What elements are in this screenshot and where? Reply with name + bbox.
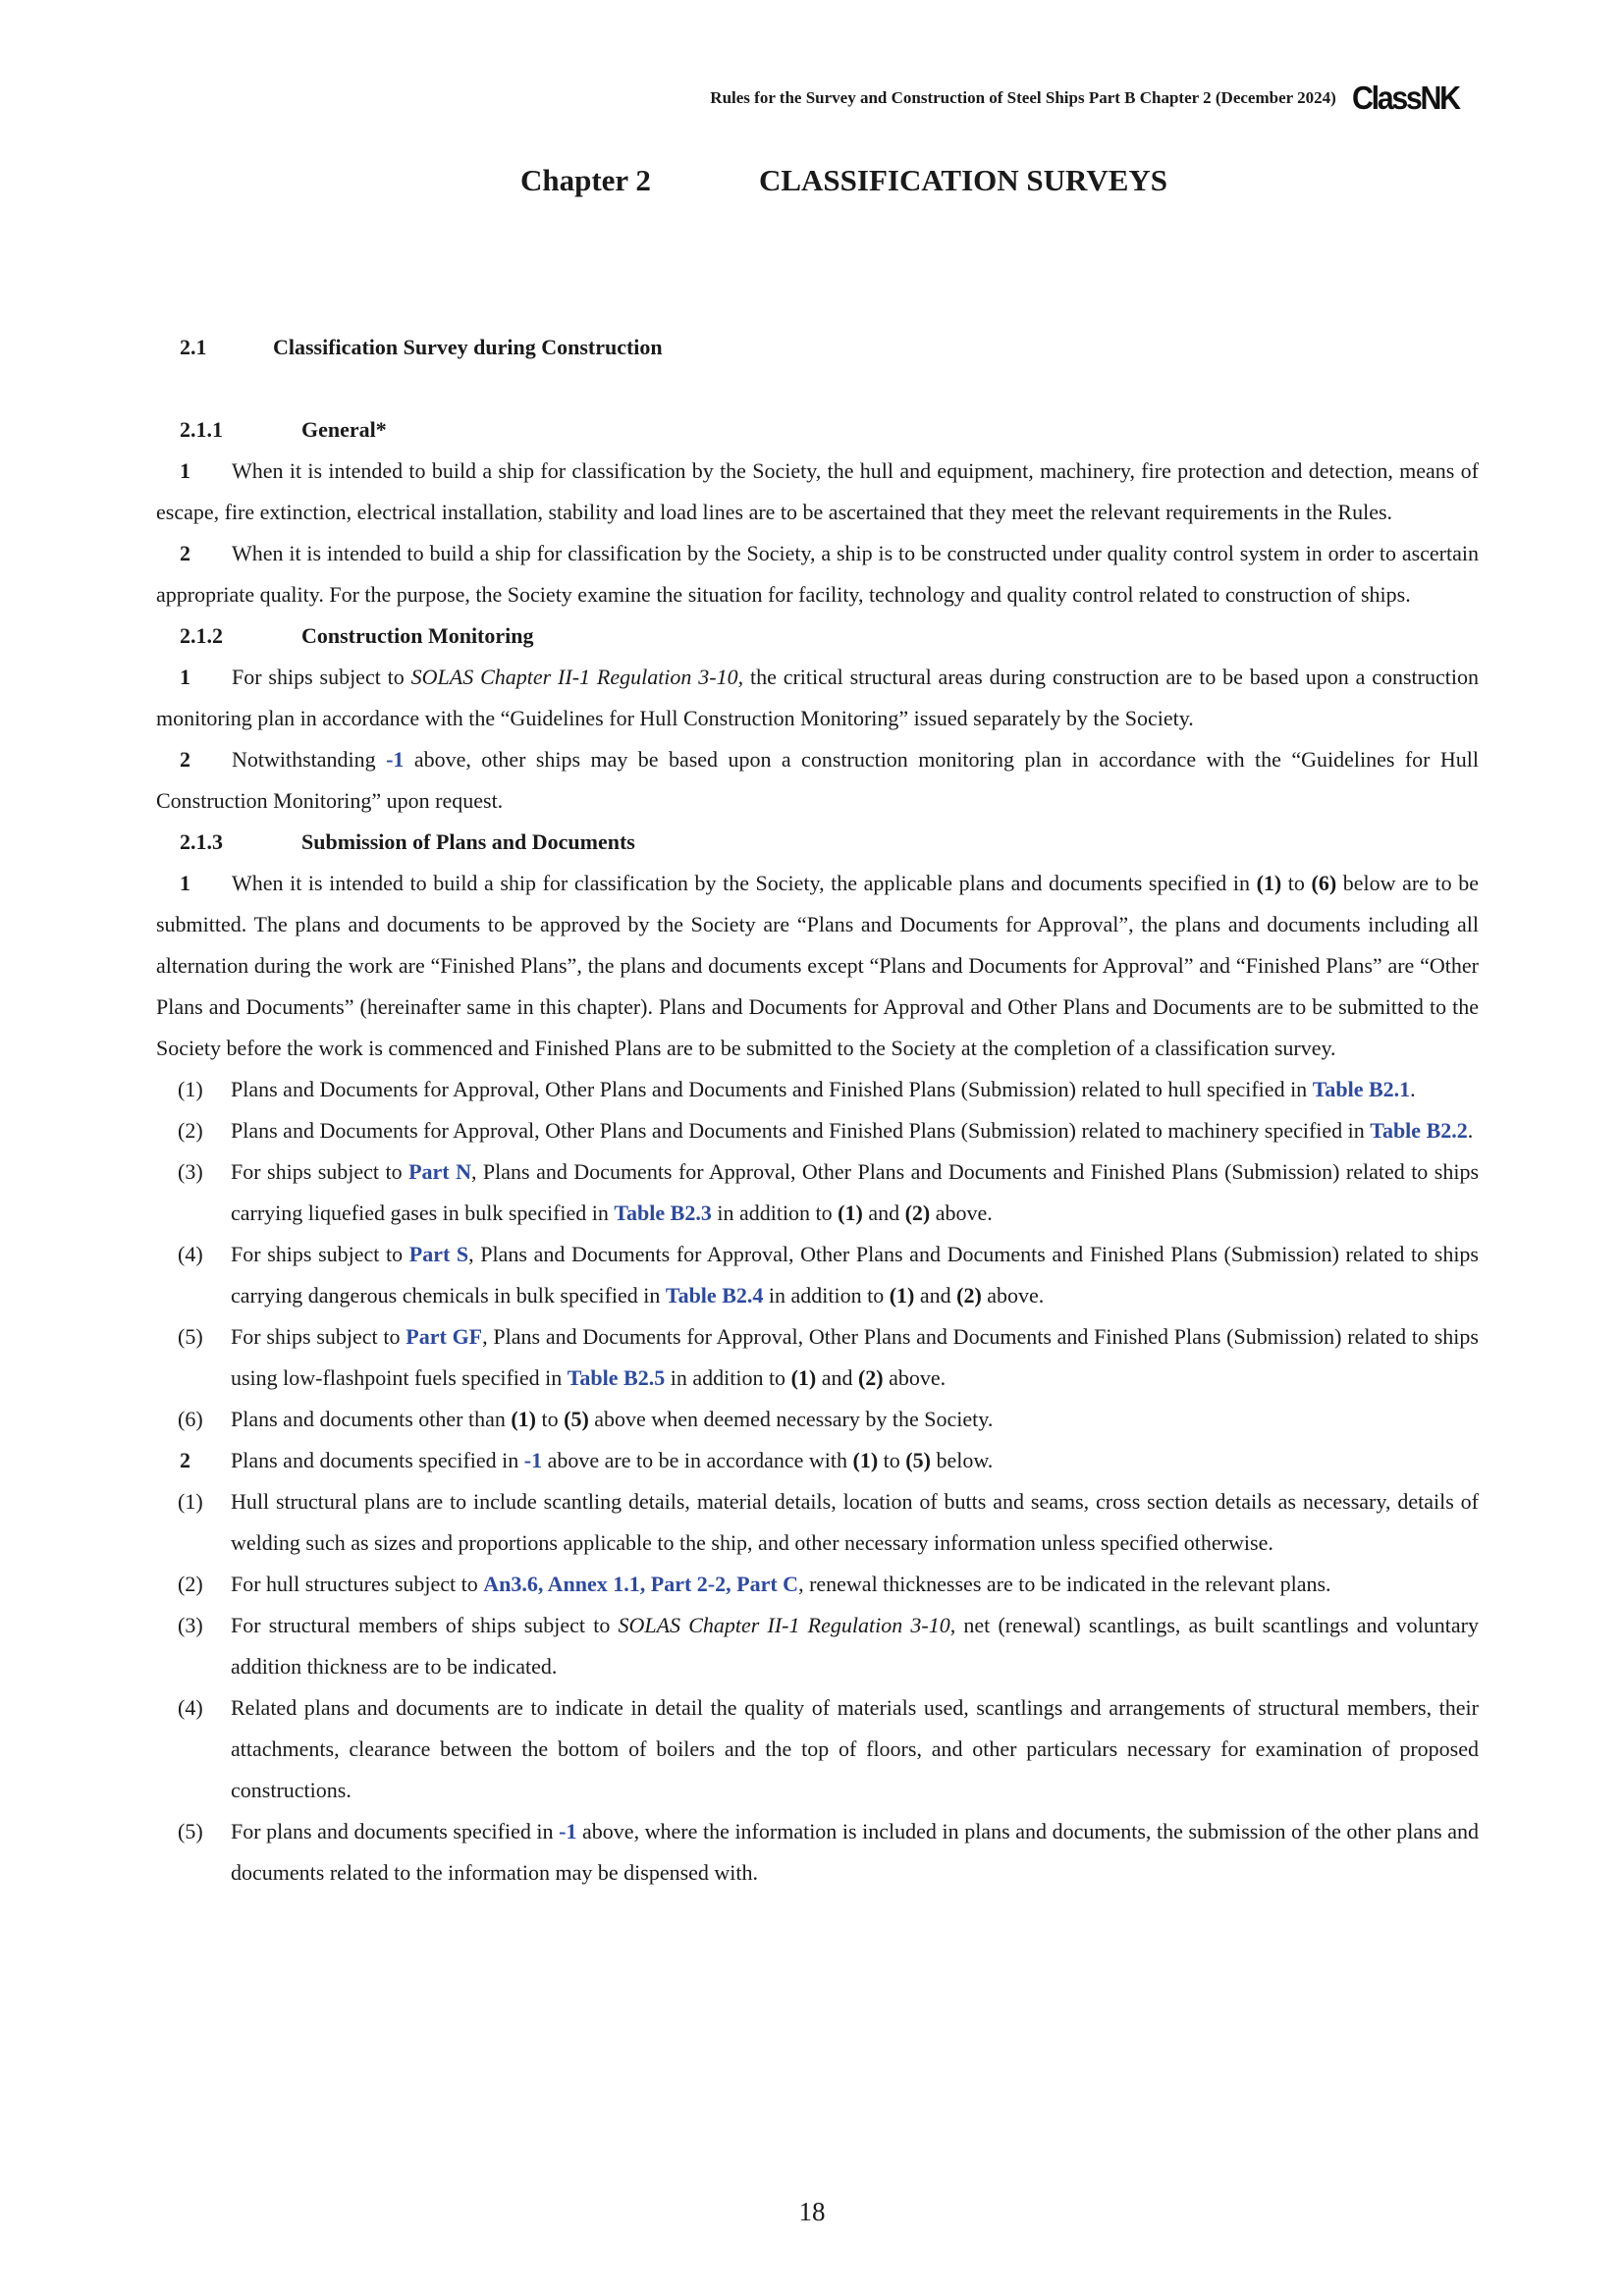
list-item	[156, 1316, 1479, 1399]
item-number: (3)	[178, 1159, 203, 1184]
text-run: and	[914, 1283, 957, 1308]
item-reference: (6)	[1311, 871, 1337, 895]
paragraph-2-1-2-2	[156, 739, 1479, 822]
list-item	[156, 1399, 1479, 1440]
subsection-title: Submission of Plans and Documents	[301, 829, 635, 854]
subsection-number: 2.1.1	[180, 417, 223, 442]
text-run: above.	[883, 1365, 947, 1390]
section-heading	[156, 327, 1479, 368]
text-run: For ships subject to	[231, 1242, 409, 1266]
subsection-heading-2-1-3	[156, 822, 1479, 863]
paragraph-number: 2	[180, 747, 190, 772]
item-text: Hull structural plans are to include scantling details, material details, location of butts and seams, cross section details as necessary, details of welding such as sizes and proportions applicable to the ship, and other necessary information unless specified otherwise.	[231, 1489, 1479, 1555]
part-link[interactable]: Part S	[408, 1242, 469, 1266]
running-title: Rules for the Survey and Construction of Steel Ships Part B Chapter 2 (December 2024)	[710, 88, 1336, 107]
text-run: to	[878, 1448, 906, 1472]
solas-reference: SOLAS Chapter II-1 Regulation 3-10,	[410, 665, 744, 689]
paragraph-2-1-1-2	[156, 533, 1479, 615]
text-run: in addition to	[711, 1201, 839, 1225]
item-number: (4)	[178, 1242, 203, 1266]
paragraph-number: 1	[180, 871, 190, 895]
paragraph-text: When it is intended to build a ship for classification by the Society, the hull and equipment, machinery, fire protection and detection, means of escape, fire extinction, electrical installation, stability and load lines are to be ascertained that they meet the relevant requirements in the Rules.	[156, 458, 1479, 524]
text-run: in addition to	[763, 1283, 890, 1308]
text-run: in addition to	[665, 1365, 791, 1390]
text-run: For structural members of ships subject to	[231, 1613, 619, 1637]
text-run: For ships subject to	[232, 665, 411, 689]
table-link[interactable]: Table B2.5	[567, 1365, 666, 1390]
item-reference: (1)	[790, 1365, 817, 1390]
item-reference: (1)	[1256, 871, 1282, 895]
item-reference: (5)	[905, 1448, 931, 1472]
item-number: (5)	[178, 1324, 203, 1349]
item-text: Related plans and documents are to indicate in detail the quality of materials used, scantlings and arrangements of structural members, their attachments, clearance between the bottom of boilers and the top of floors, and other particulars necessary for examination of proposed constructions.	[231, 1695, 1479, 1802]
list-item	[156, 1605, 1479, 1687]
paragraph-2-1-2-1	[156, 657, 1479, 739]
solas-reference: SOLAS Chapter II-1 Regulation 3-10	[618, 1613, 950, 1637]
list-item	[156, 1151, 1479, 1234]
paragraph-link[interactable]: -1	[386, 747, 405, 772]
paragraph-link[interactable]: -1	[559, 1819, 577, 1843]
paragraph-number: 2	[180, 1448, 190, 1472]
classnk-logo: ClassNK	[1351, 80, 1459, 116]
text-run: below are to be submitted. The plans and documents to be approved by the Society are “Plans and Documents for Approval”, the plans and documents including all alternation during the work are “Finished Plans”, the plans and documents except “Plans and Documents for Approval” and “Finished Plans” are “Other Plans and Documents” (hereinafter same in this chapter). Plans and Documents for Approval and Other Plans and Documents are to be submitted to the Society before the work is commenced and Finished Plans are to be submitted to the Society at the completion of a classification survey.	[156, 871, 1479, 1060]
chapter-number: Chapter 2	[519, 163, 651, 197]
annex-link[interactable]: An3.6, Annex 1.1, Part 2-2, Part C	[483, 1572, 799, 1596]
text-run: For ships subject to	[231, 1159, 409, 1184]
table-link[interactable]: Table B2.3	[614, 1201, 712, 1225]
text-run: , Plans and Documents for Approval, Other Plans and Documents and Finished Plans (Submission) related to ships using low-flashpoint fuels specified in	[231, 1324, 1479, 1390]
list-item	[156, 1234, 1479, 1316]
item-reference: (2)	[956, 1283, 982, 1308]
subsection-title: General*	[301, 417, 387, 442]
paragraph-2-1-3-2	[156, 1440, 1479, 1481]
text-run: above, where the information is included in plans and documents, the submission of the other plans and documents related to the information may be dispensed with.	[231, 1819, 1479, 1885]
item-number: (5)	[178, 1819, 203, 1843]
text-run: to	[1281, 871, 1312, 895]
text-run: , Plans and Documents for Approval, Other Plans and Documents and Finished Plans (Submission) related to ships carrying liquefied gases in bulk specified in	[231, 1159, 1480, 1225]
text-run: above are to be in accordance with	[542, 1448, 853, 1472]
item-reference: (1)	[889, 1283, 915, 1308]
chapter-title	[0, 163, 1624, 198]
page-body	[156, 327, 1479, 1894]
list-item	[156, 1481, 1479, 1564]
text-run: For plans and documents specified in	[231, 1819, 560, 1843]
paragraph-number: 1	[180, 458, 190, 483]
paragraph-link[interactable]: -1	[523, 1448, 543, 1472]
text-run: , net (renewal) scantlings, as built scantlings and voluntary addition thickness are to be indicated.	[231, 1613, 1479, 1679]
list-item	[156, 1811, 1479, 1894]
text-run: above, other ships may be based upon a construction monitoring plan in accordance with the “Guidelines for Hull Construction Monitoring” upon request.	[156, 747, 1479, 813]
text-run: to	[536, 1407, 565, 1431]
text-run: , Plans and Documents for Approval, Other Plans and Documents and Finished Plans (Submission) related to ships carrying dangerous chemicals in bulk specified in	[231, 1242, 1479, 1308]
text-run: and	[862, 1201, 905, 1225]
item-number: (6)	[178, 1407, 203, 1431]
text-run: Plans and Documents for Approval, Other Plans and Documents and Finished Plans (Submission) related to machinery specified in	[231, 1118, 1371, 1143]
running-header	[710, 79, 1468, 118]
text-run: and	[816, 1365, 858, 1390]
part-link[interactable]: Part N	[408, 1159, 471, 1184]
item-reference: (1)	[852, 1448, 879, 1472]
paragraph-number: 1	[180, 665, 190, 689]
item-reference: (2)	[857, 1365, 884, 1390]
subsection-number: 2.1.2	[180, 623, 223, 648]
item-number: (2)	[178, 1118, 203, 1143]
text-run: .	[1467, 1118, 1474, 1143]
text-run: , renewal thicknesses are to be indicated in the relevant plans.	[798, 1572, 1331, 1596]
list-item	[156, 1687, 1479, 1811]
table-link[interactable]: Table B2.2	[1370, 1118, 1468, 1143]
item-reference: (1)	[511, 1407, 536, 1431]
text-run: When it is intended to build a ship for classification by the Society, the applicable plans and documents specified in	[232, 871, 1257, 895]
subsection-heading-2-1-2	[156, 615, 1479, 657]
paragraph-text: When it is intended to build a ship for classification by the Society, a ship is to be constructed under quality control system in order to ascertain appropriate quality. For the purpose, the Society examine the situation for facility, technology and quality control related to construction of ships.	[156, 541, 1479, 607]
section-title: Classification Survey during Construction	[273, 335, 663, 359]
item-reference: (2)	[904, 1201, 931, 1225]
text-run: .	[1410, 1077, 1416, 1101]
paragraph-number: 2	[180, 541, 190, 565]
text-run: Plans and documents other than	[231, 1407, 512, 1431]
subsection-number: 2.1.3	[180, 829, 223, 854]
page-number: 18	[798, 2197, 826, 2226]
item-number: (1)	[178, 1489, 203, 1514]
item-number: (2)	[178, 1572, 203, 1596]
text-run: Plans and Documents for Approval, Other Plans and Documents and Finished Plans (Submission) related to hull specified in	[231, 1077, 1313, 1101]
text-run: below.	[930, 1448, 994, 1472]
text-run: above.	[981, 1283, 1045, 1308]
part-link[interactable]: Part GF	[406, 1324, 483, 1349]
list-item	[156, 1110, 1479, 1151]
text-run: the critical structural areas during construction are to be based upon a construction monitoring plan in accordance with the “Guidelines for Hull Construction Monitoring” issued separately by the Society.	[156, 665, 1479, 730]
chapter-name: CLASSIFICATION SURVEYS	[758, 163, 1168, 197]
section-number: 2.1	[180, 335, 207, 359]
table-link[interactable]: Table B2.4	[665, 1283, 764, 1308]
text-run: Notwithstanding	[232, 747, 387, 772]
item-reference: (1)	[838, 1201, 863, 1225]
item-number: (3)	[178, 1613, 203, 1637]
paragraph-2-1-3-1	[156, 863, 1479, 1069]
text-run: For ships subject to	[231, 1324, 406, 1349]
item-number: (1)	[178, 1077, 203, 1101]
text-run: above.	[930, 1201, 993, 1225]
list-item	[156, 1069, 1479, 1110]
item-reference: (5)	[564, 1407, 589, 1431]
text-run: For hull structures subject to	[231, 1572, 484, 1596]
paragraph-2-1-1-1	[156, 451, 1479, 533]
subsection-heading-2-1-1	[156, 409, 1479, 451]
table-link[interactable]: Table B2.1	[1312, 1077, 1411, 1101]
text-run: Plans and documents specified in	[231, 1448, 524, 1472]
list-item	[156, 1564, 1479, 1605]
item-number: (4)	[178, 1695, 203, 1720]
subsection-title: Construction Monitoring	[301, 623, 534, 648]
text-run: above when deemed necessary by the Society.	[588, 1407, 994, 1431]
